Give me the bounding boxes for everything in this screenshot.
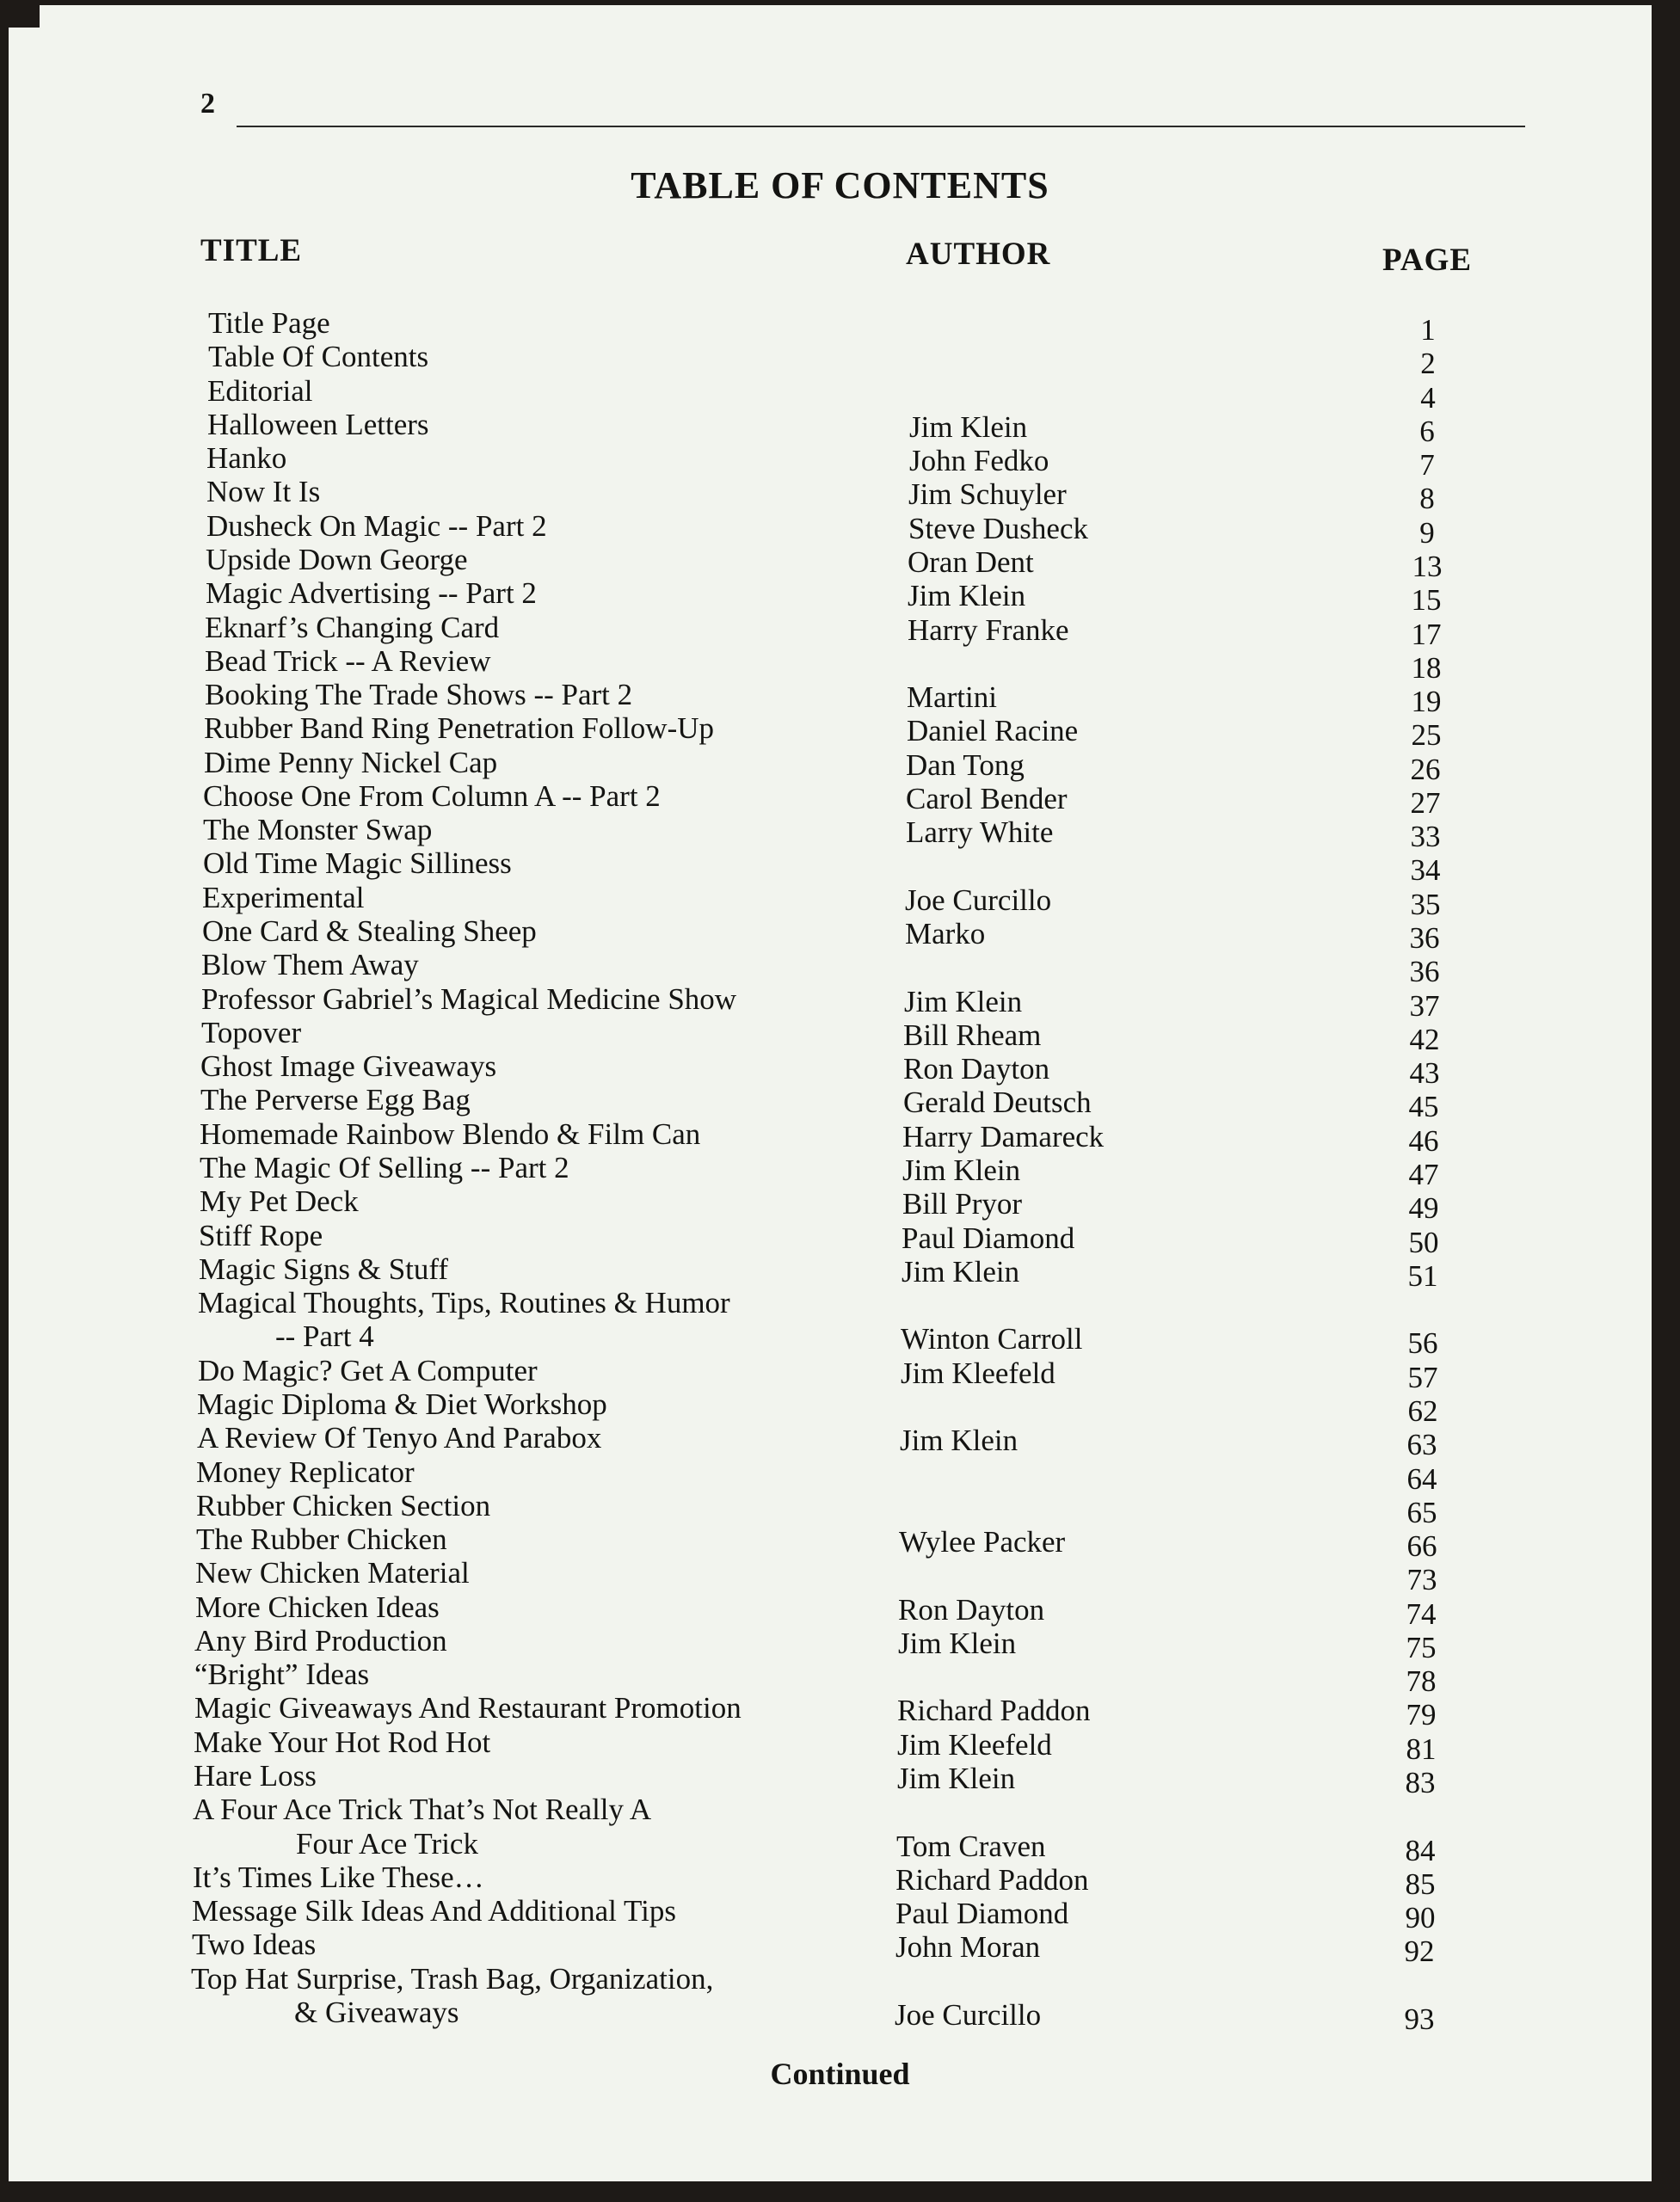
toc-entry	[0, 306, 1680, 347]
toc-entry-title: Magic Signs & Stuff	[199, 1252, 449, 1286]
toc-entry	[0, 475, 1680, 515]
toc-entry	[0, 1387, 1680, 1428]
toc-entry-title: The Magic Of Selling -- Part 2	[200, 1151, 569, 1184]
toc-entry	[0, 1489, 1680, 1529]
column-header-title: TITLE	[200, 233, 303, 268]
toc-entry-page: 83	[1405, 1766, 1436, 1799]
toc-entry-page: 46	[1408, 1124, 1439, 1158]
toc-entry-title: Blow Them Away	[201, 948, 419, 981]
toc-entry-page: 62	[1407, 1394, 1438, 1428]
toc-entry-page: 63	[1406, 1428, 1437, 1461]
toc-entry	[0, 1117, 1680, 1158]
toc-entry-page: 17	[1411, 618, 1442, 651]
toc-entry-page: 79	[1406, 1698, 1437, 1731]
toc-entry	[0, 1928, 1680, 1968]
toc-entry-author: Winton Carroll	[901, 1322, 1083, 1356]
toc-entry-title: Hare Loss	[194, 1759, 317, 1793]
toc-entry-page: 35	[1410, 888, 1441, 921]
toc-entry-page: 13	[1412, 550, 1443, 583]
column-header-author: AUTHOR	[906, 237, 1051, 272]
column-header-page: PAGE	[1382, 243, 1473, 278]
toc-entry-title: Halloween Letters	[207, 408, 429, 441]
toc-entry-title: Stiff Rope	[199, 1219, 323, 1252]
toc-entry	[0, 1184, 1680, 1225]
toc-entry-title: Rubber Chicken Section	[196, 1489, 491, 1522]
toc-entry	[0, 1151, 1680, 1191]
toc-entry-author: Carol Bender	[906, 782, 1068, 815]
toc-entry	[0, 1894, 1680, 1934]
toc-entry-author: Bill Pryor	[902, 1187, 1023, 1221]
toc-entry	[0, 1219, 1680, 1259]
toc-entry-author: Wylee Packer	[899, 1525, 1066, 1559]
toc-entry-author: Gerald Deutsch	[903, 1086, 1092, 1119]
toc-entry-author: Marko	[905, 917, 986, 950]
toc-entry-title: Dusheck On Magic -- Part 2	[206, 509, 547, 543]
toc-entry-author: Richard Paddon	[897, 1694, 1091, 1727]
toc-entry-page: 36	[1409, 955, 1440, 988]
toc-entry-title: Eknarf’s Changing Card	[205, 611, 500, 644]
toc-entry	[0, 711, 1680, 752]
toc-entry	[0, 1556, 1680, 1596]
page-title: TABLE OF CONTENTS	[631, 164, 1049, 206]
toc-entry-title: Magical Thoughts, Tips, Routines & Humor	[198, 1286, 730, 1319]
toc-entry-page: 19	[1411, 685, 1442, 718]
toc-entry	[0, 1421, 1680, 1461]
toc-entry-author: Jim Klein	[909, 410, 1028, 444]
toc-entry-author: Paul Diamond	[895, 1897, 1069, 1930]
toc-entry	[0, 948, 1680, 988]
toc-entry-title: Topover	[201, 1016, 302, 1049]
toc-entry-page: 1	[1420, 313, 1436, 347]
toc-entry-author: John Moran	[895, 1930, 1041, 1964]
toc-entry-title: Magic Diploma & Diet Workshop	[197, 1387, 607, 1421]
toc-entry-page: 43	[1409, 1056, 1440, 1090]
toc-entry-page: 26	[1410, 753, 1441, 786]
toc-entry-author: Bill Rheam	[903, 1018, 1042, 1052]
toc-entry-author: Jim Klein	[904, 985, 1023, 1018]
toc-entry	[0, 611, 1680, 651]
toc-entry-page: 6	[1419, 415, 1435, 448]
toc-entry-page: 65	[1406, 1496, 1437, 1529]
toc-entry-title: One Card & Stealing Sheep	[202, 914, 537, 948]
toc-entry-page: 66	[1406, 1529, 1437, 1563]
toc-entry	[0, 813, 1680, 853]
toc-entry-title: Four Ace Trick	[296, 1827, 478, 1861]
toc-entry-page: 2	[1420, 347, 1436, 380]
toc-entry-page: 47	[1408, 1158, 1439, 1191]
toc-entry-title: A Four Ace Trick That’s Not Really A	[193, 1793, 652, 1826]
toc-entry	[0, 881, 1680, 921]
toc-entry-page: 78	[1406, 1664, 1437, 1698]
toc-entry-author: Tom Craven	[896, 1830, 1046, 1863]
toc-entry-title: Choose One From Column A -- Part 2	[203, 779, 661, 813]
toc-entry-title: Top Hat Surprise, Trash Bag, Organization,	[191, 1962, 714, 1996]
toc-entry-title: Hanko	[206, 441, 287, 475]
toc-entry	[0, 1354, 1680, 1394]
toc-entry-author: Steve Dusheck	[908, 512, 1088, 545]
toc-entry	[0, 1962, 1680, 1996]
toc-entry-title: Homemade Rainbow Blendo & Film Can	[200, 1117, 701, 1151]
toc-entry-title: Dime Penny Nickel Cap	[204, 746, 498, 779]
toc-entry-title: Ghost Image Giveaways	[200, 1049, 497, 1083]
toc-entry-author: Jim Kleefeld	[901, 1356, 1055, 1390]
toc-entry	[0, 1624, 1680, 1664]
toc-entry	[0, 374, 1680, 415]
toc-entry-title: Two Ideas	[192, 1928, 317, 1961]
toc-entry	[0, 1725, 1680, 1766]
toc-entry	[0, 543, 1680, 583]
toc-entry-title: Make Your Hot Rod Hot	[194, 1725, 491, 1759]
toc-entry	[0, 779, 1680, 820]
toc-entry-author: Joe Curcillo	[905, 883, 1052, 917]
toc-entry-title: -- Part 4	[275, 1319, 374, 1353]
toc-entry-author: Harry Damareck	[902, 1120, 1105, 1153]
toc-entry-author: Jim Klein	[897, 1762, 1016, 1795]
toc-entry-page: 45	[1408, 1090, 1439, 1123]
toc-entry-page: 56	[1407, 1326, 1438, 1360]
toc-entry-title: Rubber Band Ring Penetration Follow-Up	[204, 711, 715, 745]
toc-entry-title: Magic Advertising -- Part 2	[206, 576, 537, 610]
toc-entry-author: Paul Diamond	[902, 1221, 1075, 1255]
toc-entry	[0, 1252, 1680, 1293]
toc-entry	[0, 1590, 1680, 1631]
toc-entry-title: A Review Of Tenyo And Parabox	[197, 1421, 602, 1455]
toc-entry-title: Professor Gabriel’s Magical Medicine Show	[201, 982, 737, 1016]
toc-entry-title: Magic Giveaways And Restaurant Promotion	[194, 1691, 742, 1725]
toc-entry-title: More Chicken Ideas	[195, 1590, 440, 1624]
toc-entry-author: Jim Klein	[898, 1627, 1017, 1660]
toc-entry-title: Title Page	[208, 306, 330, 340]
toc-entry-title: Now It Is	[206, 475, 321, 508]
toc-entry-author: Jim Klein	[902, 1153, 1021, 1187]
toc-entry	[0, 1083, 1680, 1123]
toc-entry	[0, 1319, 1680, 1360]
toc-entry-page: 73	[1406, 1563, 1437, 1596]
toc-entry-title: Old Time Magic Silliness	[203, 846, 512, 880]
toc-entry	[0, 746, 1680, 786]
toc-entry-page: 64	[1406, 1462, 1437, 1496]
toc-entry-title: The Rubber Chicken	[196, 1522, 447, 1556]
toc-entry-title: & Giveaways	[294, 1996, 459, 2029]
toc-entry	[0, 441, 1680, 482]
toc-entry	[0, 1691, 1680, 1731]
toc-entry-page: 93	[1404, 2002, 1435, 2036]
toc-entry-page: 90	[1405, 1901, 1436, 1934]
toc-entry-title: Experimental	[202, 881, 365, 914]
toc-entry-author: John Fedko	[909, 444, 1049, 477]
toc-entry-page: 8	[1419, 482, 1435, 515]
toc-entry-author: Joe Curcillo	[895, 1998, 1042, 2032]
toc-entry	[0, 982, 1680, 1023]
toc-entry-page: 36	[1409, 921, 1440, 955]
toc-entry-page: 81	[1406, 1732, 1437, 1766]
toc-entry-page: 27	[1410, 786, 1441, 820]
toc-entry-title: The Monster Swap	[203, 813, 433, 846]
toc-entry-author: Jim Schuyler	[908, 477, 1067, 511]
toc-entry-page: 37	[1409, 989, 1440, 1023]
toc-entry	[0, 1522, 1680, 1563]
toc-entry	[0, 1286, 1680, 1319]
toc-entry	[0, 340, 1680, 380]
toc-entry	[0, 576, 1680, 617]
toc-entry	[0, 408, 1680, 448]
toc-entry-title: Any Bird Production	[194, 1624, 447, 1658]
toc-entry-title: New Chicken Material	[195, 1556, 470, 1590]
toc-entry-page: 34	[1410, 853, 1441, 887]
toc-entry	[0, 678, 1680, 718]
toc-entry-author: Jim Klein	[908, 579, 1026, 612]
toc-entry-page: 85	[1405, 1867, 1436, 1901]
page-number: 2	[200, 88, 215, 120]
toc-entry	[0, 914, 1680, 955]
toc-entry-title: The Perverse Egg Bag	[200, 1083, 471, 1116]
toc-entry	[0, 1861, 1680, 1901]
toc-entry	[0, 1759, 1680, 1799]
toc-entry-title: My Pet Deck	[200, 1184, 359, 1218]
toc-entry	[0, 1793, 1680, 1826]
toc-entry-author: Dan Tong	[906, 748, 1025, 782]
toc-entry-author: Ron Dayton	[898, 1593, 1045, 1627]
toc-entry-page: 84	[1405, 1834, 1436, 1867]
toc-entry-author: Harry Franke	[908, 613, 1069, 647]
toc-entry-page: 18	[1411, 651, 1442, 685]
toc-entry-author: Ron Dayton	[903, 1052, 1050, 1086]
toc-entry-page: 51	[1407, 1259, 1438, 1293]
toc-entry-title: Message Silk Ideas And Additional Tips	[192, 1894, 676, 1928]
toc-entry	[0, 509, 1680, 550]
toc-entry-title: Table Of Contents	[208, 340, 429, 373]
toc-entry-title: Bead Trick -- A Review	[205, 644, 491, 678]
toc-entry-author: Jim Klein	[900, 1424, 1018, 1457]
toc-entry-title: Do Magic? Get A Computer	[198, 1354, 538, 1387]
toc-entry-author: Richard Paddon	[895, 1863, 1089, 1897]
toc-entry-page: 74	[1406, 1597, 1437, 1631]
toc-entry-page: 7	[1419, 448, 1435, 482]
toc-entry-author: Jim Klein	[902, 1255, 1020, 1289]
toc-entry	[0, 1049, 1680, 1090]
toc-entry	[0, 1658, 1680, 1698]
toc-entry-page: 9	[1419, 516, 1435, 550]
toc-entry-page: 50	[1408, 1226, 1439, 1259]
toc-entry-page: 15	[1411, 583, 1442, 617]
toc-entry	[0, 1996, 1680, 2036]
toc-entry-page: 42	[1409, 1023, 1440, 1056]
toc-entry-title: Booking The Trade Shows -- Part 2	[205, 678, 633, 711]
toc-entry-page: 75	[1406, 1631, 1437, 1664]
toc-entry-page: 92	[1404, 1934, 1435, 1968]
toc-entry-title: It’s Times Like These…	[193, 1861, 484, 1894]
toc-entry-author: Martini	[907, 680, 997, 714]
toc-entry-title: Upside Down George	[206, 543, 468, 576]
toc-entry-page: 33	[1410, 820, 1441, 853]
toc-entry	[0, 1827, 1680, 1867]
toc-entry	[0, 846, 1680, 887]
toc-entry-author: Oran Dent	[908, 545, 1034, 579]
toc-entry-title: “Bright” Ideas	[194, 1658, 370, 1691]
toc-entry-author: Daniel Racine	[907, 714, 1079, 747]
toc-entry-page: 25	[1411, 718, 1442, 752]
toc-entry	[0, 1455, 1680, 1496]
toc-entry-page: 49	[1408, 1191, 1439, 1225]
toc-entry-author: Jim Kleefeld	[897, 1728, 1052, 1762]
continued-label: Continued	[770, 2057, 910, 2091]
toc-entry-title: Editorial	[207, 374, 313, 408]
toc-entry-page: 57	[1407, 1361, 1438, 1394]
toc-entry-title: Money Replicator	[196, 1455, 415, 1489]
toc-entry-author: Larry White	[906, 815, 1054, 849]
toc-entry	[0, 644, 1680, 685]
toc-entry	[0, 1016, 1680, 1056]
toc-entry-page: 4	[1420, 381, 1436, 415]
